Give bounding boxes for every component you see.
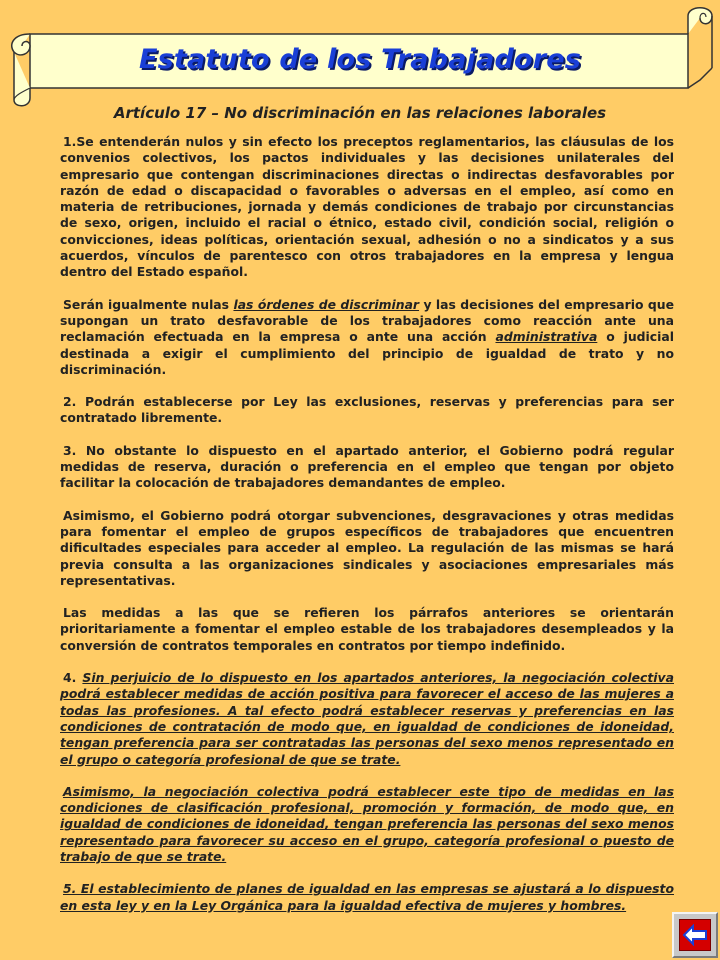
link-ordenes-discriminar[interactable]: las órdenes de discriminar (233, 296, 420, 312)
paragraph-3: 2. Podrán establecerse por Ley las exclusiones, reservas y preferencias para ser contratado libremente. (60, 394, 674, 426)
page-title: Estatuto de los Trabajadores (138, 44, 582, 75)
paragraph-7 (60, 670, 674, 768)
article-body (60, 134, 674, 914)
link-administrativa[interactable]: administrativa (495, 329, 598, 345)
paragraph-9: 5. El establecimiento de planes de igualdad en las empresas se ajustará a lo dispuesto en esta ley y en la Ley Orgánica para la igualdad efectiva de mujeres y hombres. (60, 881, 674, 913)
paragraph-2 (60, 297, 674, 378)
article-subtitle: Artículo 17 – No discriminación en las relaciones laborales (113, 104, 607, 122)
paragraph-2-text-c: y las decisiones del empresario que supongan un trato desfavorable de los trabajadores como reacción ante una reclamación efectuada en la empresa o ante una acción (60, 296, 675, 345)
back-button-face (679, 919, 711, 951)
paragraph-4: 3. No obstante lo dispuesto en el apartado anterior, el Gobierno podrá regular medidas de reserva, duración o preferencia en el empleo que tengan por objeto facilitar la colocación de trabajadores demandantes de empleo. (60, 442, 674, 491)
paragraph-5: Asimismo, el Gobierno podrá otorgar subvenciones, desgravaciones y otras medidas para fomentar el empleo de grupos específicos de trabajadores que encuentren dificultades especiales para acceder al empleo. La regulación de las mismas se hará previa consulta a las organizaciones sindicales y asociaciones empresariales más representativas. (60, 507, 674, 588)
paragraph-8: Asimismo, la negociación colectiva podrá establecer este tipo de medidas en las condiciones de clasificación profesional, promoción y formación, de modo que, en igualdad de condiciones de idoneidad, tengan preferencia las personas del sexo menos representado para favorecer su acceso en el grupo, categoría profesional o puesto de trabajo de que se trate. (60, 783, 674, 864)
paragraph-6: Las medidas a las que se refieren los párrafos anteriores se orientarán prioritariamente a fomentar el empleo estable de los trabajadores desempleados y la conversión de contratos temporales en contratos por tiempo indefinido. (60, 605, 674, 653)
paragraph-7-amendment: Sin perjuicio de lo dispuesto en los apartados anteriores, la negociación colectiva podrá establecer medidas de acción positiva para favorecer el acceso de las mujeres a todas las profesiones. A tal efecto podrá establecer reservas y preferencias en las condiciones de contratación de modo que, en igualdad de condiciones de idoneidad, tengan preferencia para ser contratadas las personas del sexo menos representado en el grupo o categoría profesional de que se trate. (60, 670, 674, 767)
paragraph-7-number: 4. (63, 670, 83, 686)
paragraph-2-text-a: Serán igualmente nulas (63, 296, 234, 312)
left-arrow-icon (682, 924, 708, 946)
paragraph-1: 1.Se entenderán nulos y sin efecto los preceptos reglamentarios, las cláusulas de los convenios colectivos, los pactos individuales y las decisiones unilaterales del empresario que contengan discriminaciones directas o indirectas desfavorables por razón de edad o discapacidad o favorables o adversas en el empleo, así como en materia de retribuciones, jornada y demás condiciones de trabajo por circunstancias de sexo, origen, incluido el racial o étnico, estado civil, condición social, religión o convicciones, ideas políticas, orientación sexual, adhesión o no a sindicatos y a sus acuerdos, vínculos de parentesco con otros trabajadores en la empresa y lengua dentro del Estado español. (60, 134, 674, 280)
paragraph-2-text-e: o judicial destinada a exigir el cumplimiento del principio de igualdad de trato y no discriminación. (60, 329, 675, 377)
back-button[interactable] (672, 912, 718, 958)
